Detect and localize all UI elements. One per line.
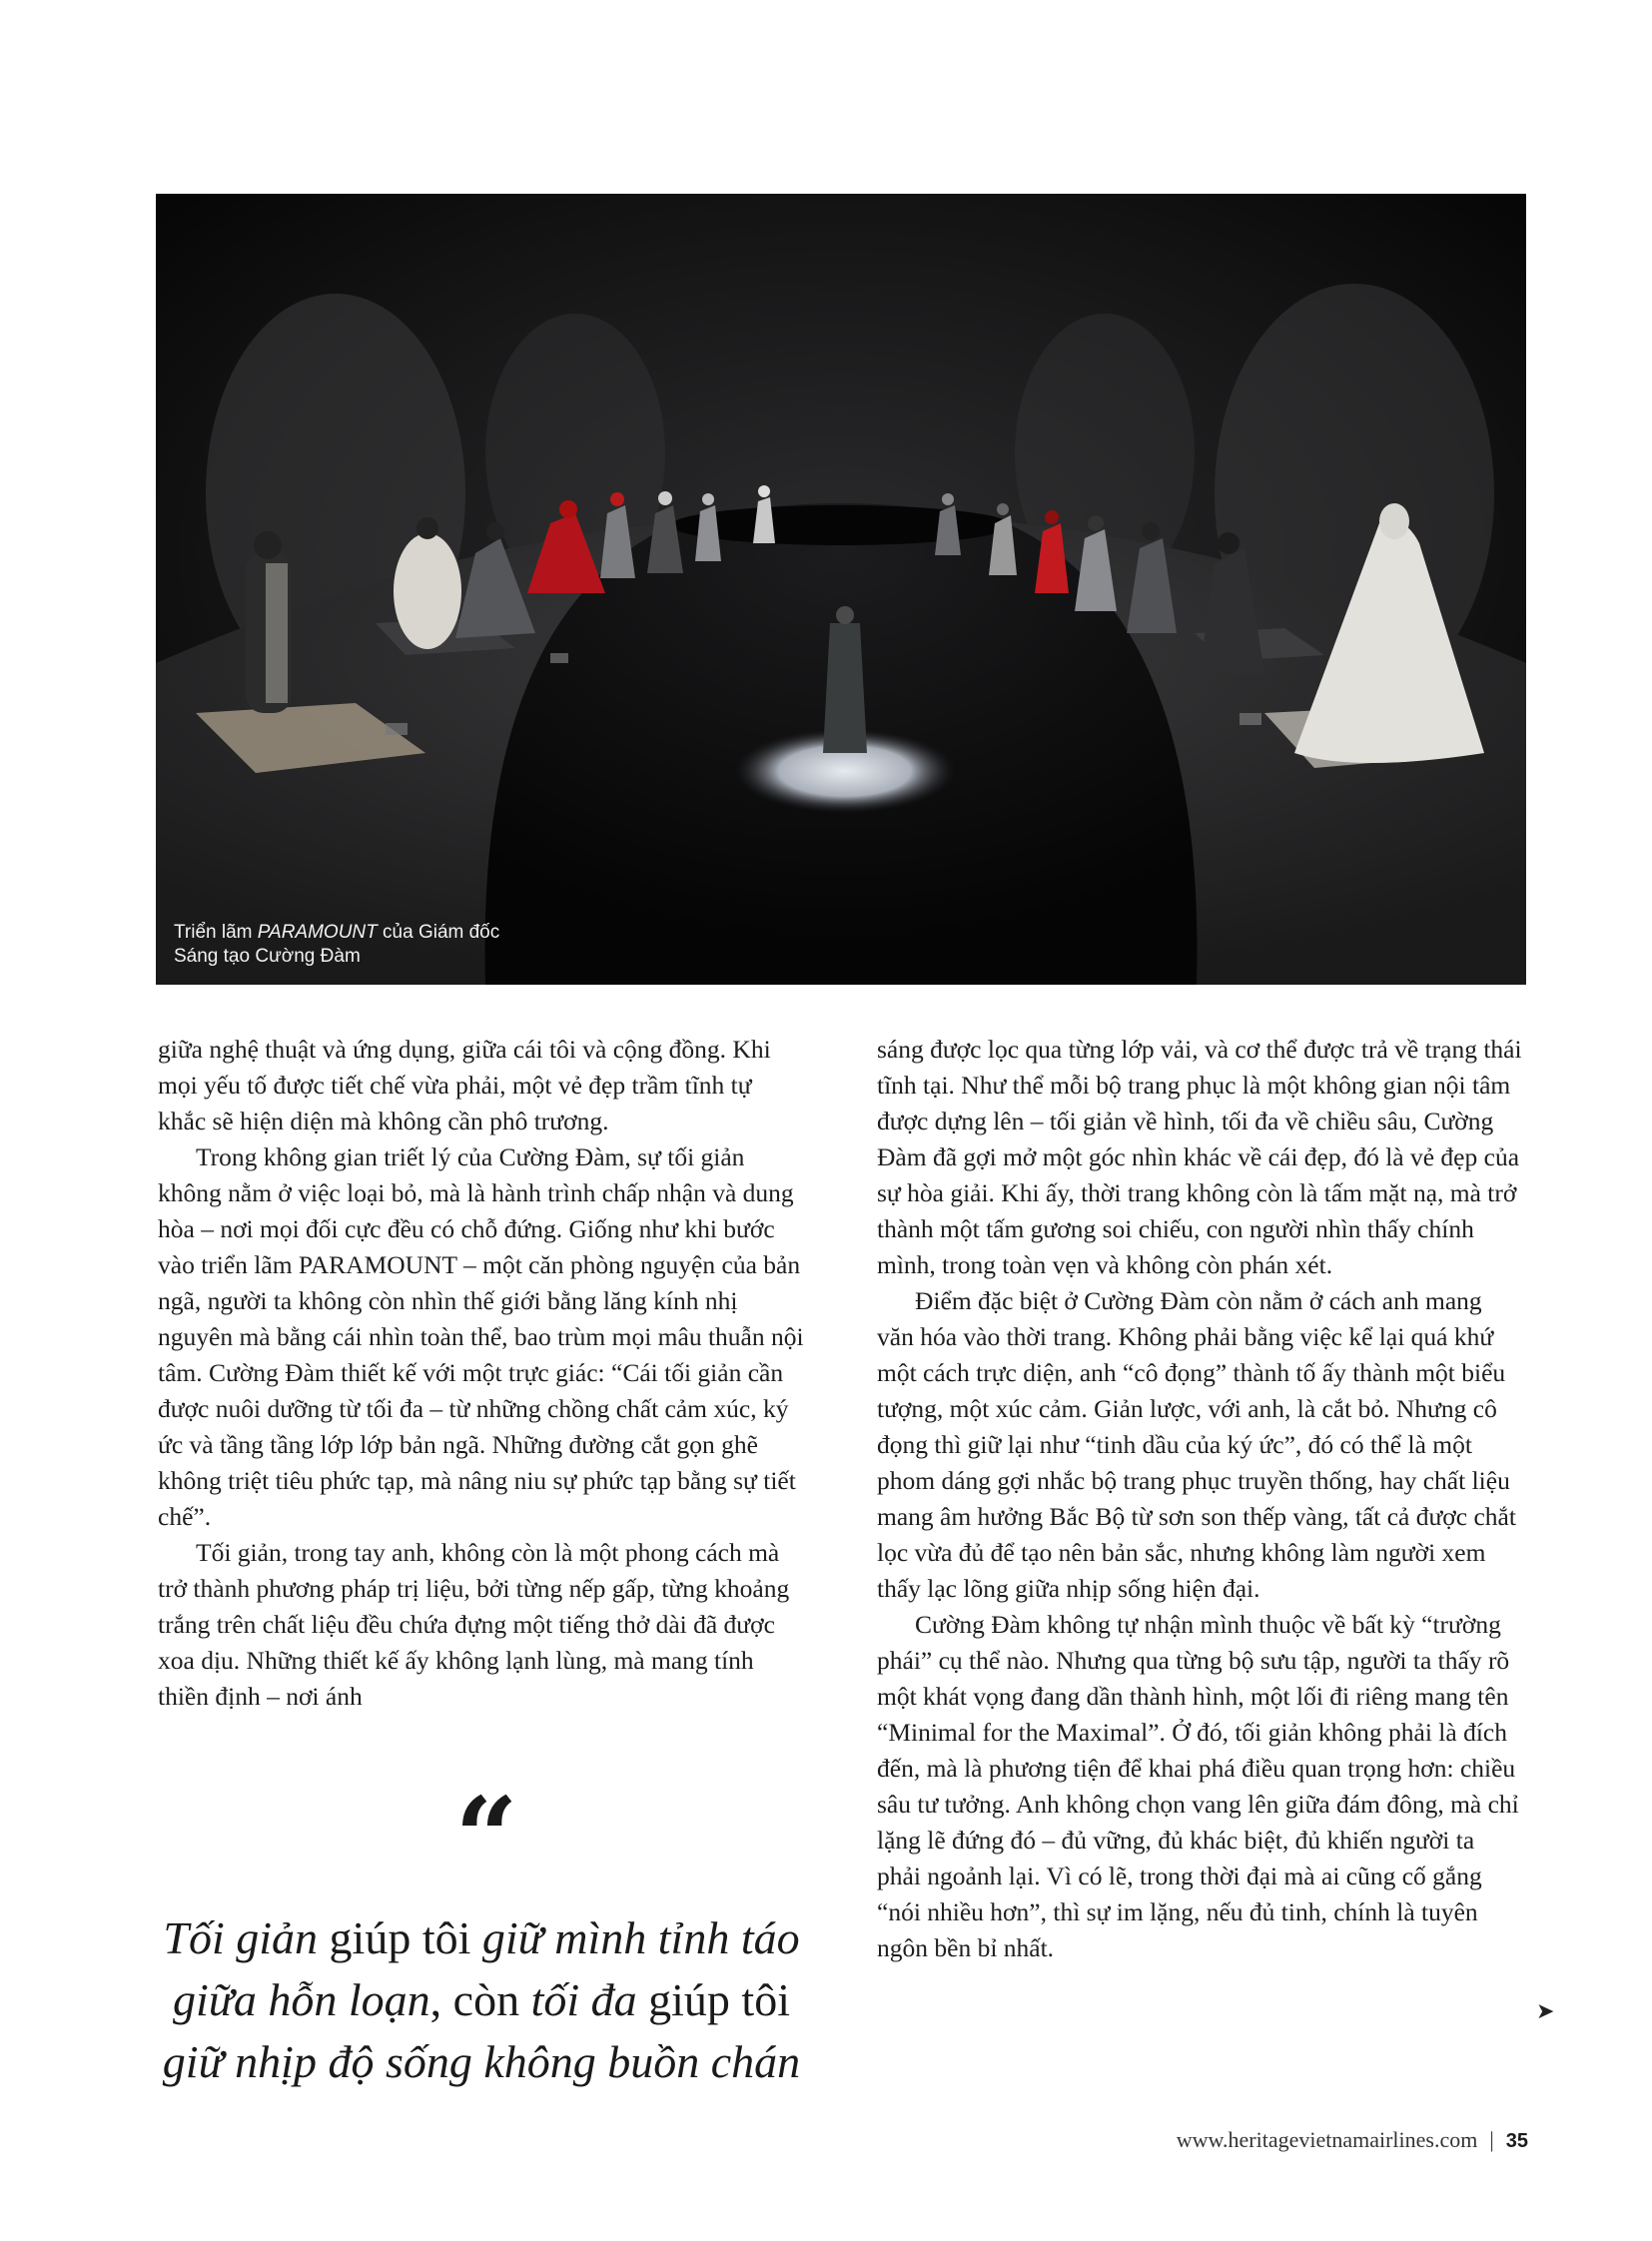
pull-quote-line-3: giữ nhịp độ sống không buồn chán (162, 2036, 801, 2087)
photo-caption-line-2: Sáng tạo Cường Đàm (174, 946, 361, 967)
photo-caption (174, 921, 499, 969)
pull-quote-line-2: giữa hỗn loạn, còn tối đa giúp tôi (173, 1974, 790, 2025)
article-paragraph: sáng được lọc qua từng lớp vải, và cơ thể được trả về trạng thái tĩnh tại. Như thể mỗi bộ trang phục là một không gian nội tâm được dựng lên – tối giản về hình, tối đa về chiều sâu, Cường Đàm đã gợi mở một góc nhìn khác về cái đẹp, đó là vẻ đẹp của sự hòa giải. Khi ấy, thời trang không còn là tấm mặt nạ, mà trở thành một tấm gương soi chiếu, con người nhìn thấy chính mình, trong toàn vẹn và không còn phán xét. (877, 1035, 1522, 1279)
photo-caption-line-1: Triển lãm PARAMOUNT của Giám đốc (174, 922, 500, 943)
article-paragraph: Trong không gian triết lý của Cường Đàm, sự tối giản không nằm ở việc loại bỏ, mà là hành trình chấp nhận và dung hòa – nơi mọi đối cực đều có chỗ đứng. Giống như khi bước vào triển lãm PARAMOUNT – một căn phòng nguyện của bản ngã, người ta không còn nhìn thế giới bằng lăng kính nhị nguyên mà bằng cái nhìn toàn thể, bao trùm mọi mâu thuẫn nội tâm. Cường Đàm thiết kế với một trực giác: “Cái tối giản cần được nuôi dưỡng từ tối đa – từ những chồng chất cảm xúc, ký ức và tầng tầng lớp lớp bản ngã. Những đường cắt gọn ghẽ không triệt tiêu phức tạp, mà nâng niu sự phức tạp bằng sự tiết chế”. (158, 1142, 804, 1531)
quote-mark-icon: “ (454, 1773, 508, 1901)
article-left-column (158, 1032, 805, 1715)
exhibition-photo (156, 194, 1526, 985)
page-footer (1177, 2127, 1528, 2153)
article-paragraph: giữa nghệ thuật và ứng dụng, giữa cái tôi và cộng đồng. Khi mọi yếu tố được tiết chế vừa phải, một vẻ đẹp trầm tĩnh tự khắc sẽ hiện diện mà không cần phô trương. (158, 1035, 771, 1135)
pull-quote (158, 1773, 805, 2093)
exhibition-photo-illustration (156, 194, 1526, 985)
page-number: 35 (1505, 2130, 1528, 2152)
article-paragraph: Tối giản, trong tay anh, không còn là một phong cách mà trở thành phương pháp trị liệu, bởi từng nếp gấp, từng khoảng trắng trên chất liệu đều chứa đựng một tiếng thở dài đã được xoa dịu. Những thiết kế ấy không lạnh lùng, mà mang tính thiền định – nơi ánh (158, 1538, 790, 1711)
article-right-column (877, 1032, 1524, 1966)
footer-website: www.heritagevietnamairlines.com (1176, 2127, 1478, 2152)
footer-separator: | (1489, 2127, 1494, 2152)
continue-arrow-icon: ➤ (1536, 1999, 1555, 2024)
pull-quote-line-1: Tối giản giúp tôi giữ mình tỉnh táo (163, 1912, 800, 1963)
article-paragraph: Điểm đặc biệt ở Cường Đàm còn nằm ở cách anh mang văn hóa vào thời trang. Không phải bằng việc kể lại quá khứ một cách trực diện, anh “cô đọng” thành tố ấy thành một biểu tượng, một xúc cảm. Giản lược, với anh, là cắt bỏ. Nhưng cô đọng thì giữ lại như “tinh dầu của ký ức”, đó có thể là một phom dáng gợi nhắc bộ trang phục truyền thống, hay chất liệu mang âm hưởng Bắc Bộ từ sơn son thếp vàng, tất cả được chắt lọc vừa đủ để tạo nên bản sắc, nhưng không làm người xem thấy lạc lõng giữa nhịp sống hiện đại. (877, 1286, 1516, 1603)
article-paragraph: Cường Đàm không tự nhận mình thuộc về bất kỳ “trường phái” cụ thể nào. Nhưng qua từng bộ sưu tập, người ta thấy rõ một khát vọng đang dần thành hình, một lối đi riêng mang tên “Minimal for the Maximal”. Ở đó, tối giản không phải là đích đến, mà là phương tiện để khai phá điều quan trọng hơn: chiều sâu tư tưởng. Anh không chọn vang lên giữa đám đông, mà chỉ lặng lẽ đứng đó – đủ vững, đủ khác biệt, đủ khiến người ta phải ngoảnh lại. Vì có lẽ, trong thời đại mà ai cũng cố gắng “nói nhiều hơn”, thì sự im lặng, nếu đủ tinh, chính là tuyên ngôn bền bỉ nhất. (877, 1610, 1519, 1962)
pull-quote-text (158, 1907, 805, 2093)
